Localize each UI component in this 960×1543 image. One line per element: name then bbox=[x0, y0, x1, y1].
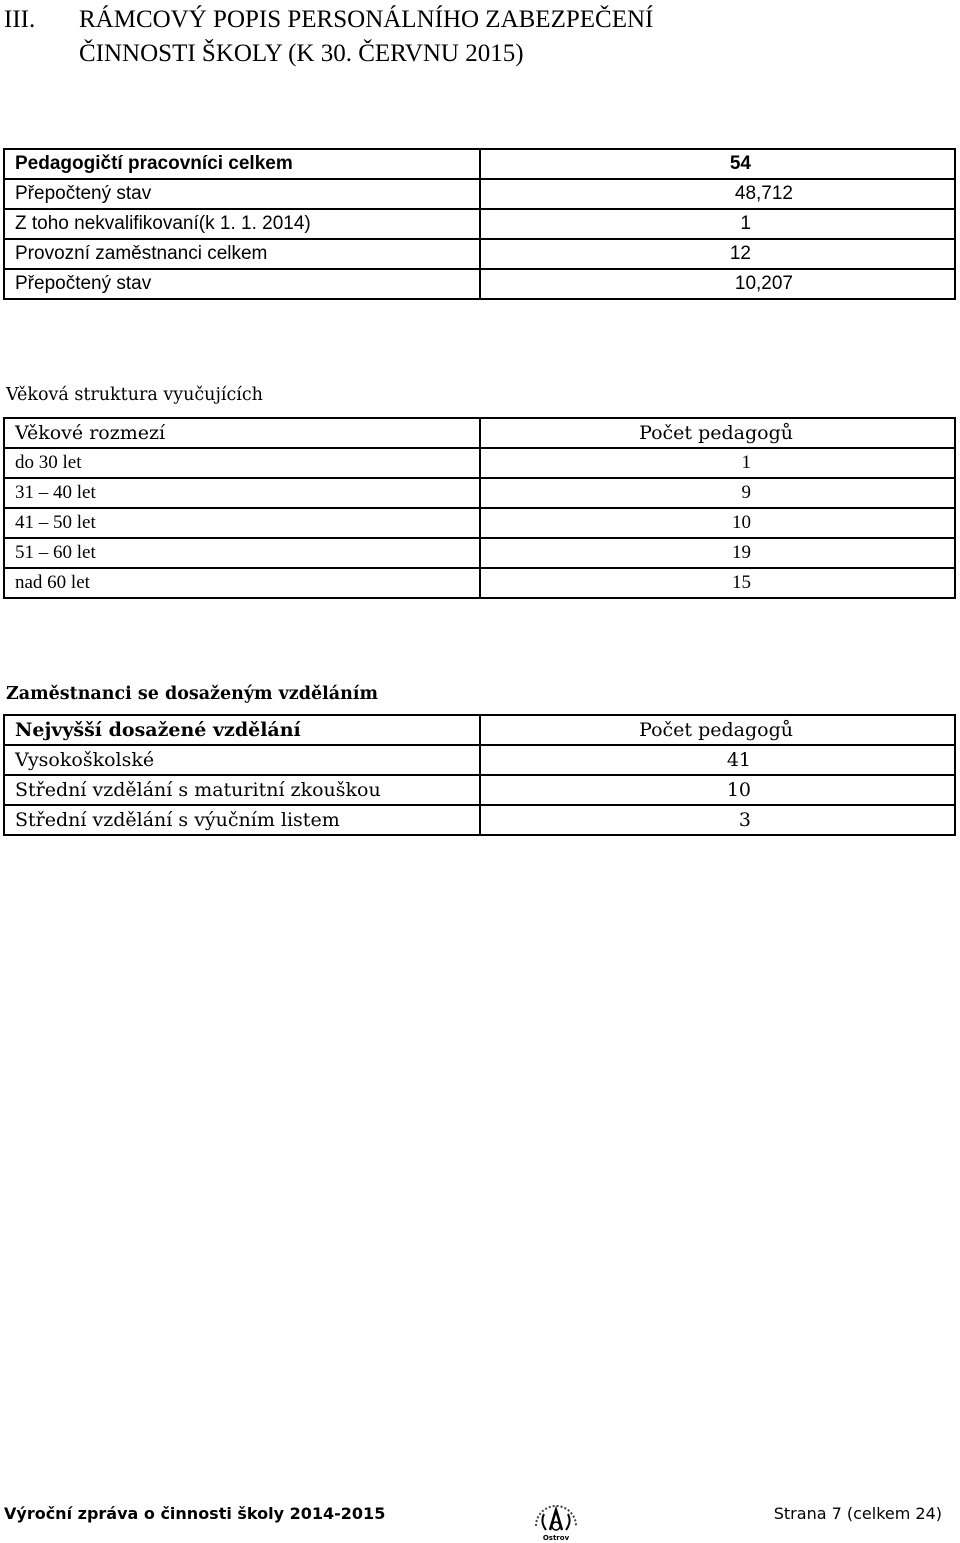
table-header-label: Nejvyšší dosažené vzdělání bbox=[4, 715, 480, 745]
table-row bbox=[4, 179, 955, 209]
table-cell-label: 51 – 60 let bbox=[4, 538, 480, 568]
section-title-line-2: ČINNOSTI ŠKOLY (K 30. ČERVNU 2015) bbox=[79, 40, 524, 67]
cell-value: 12 bbox=[729, 243, 751, 264]
table-cell-label: Pedagogičtí pracovníci celkem bbox=[4, 149, 480, 179]
table-cell-value bbox=[480, 209, 955, 239]
cell-value: 10 bbox=[732, 512, 751, 533]
table-cell-value bbox=[480, 478, 955, 508]
table-cell-label: Střední vzdělání s maturitní zkouškou bbox=[4, 775, 480, 805]
table-cell-value bbox=[480, 448, 955, 478]
table-row bbox=[4, 149, 955, 179]
table-row bbox=[4, 448, 955, 478]
table-cell-value bbox=[480, 149, 955, 179]
header-value: Počet pedagogů bbox=[639, 422, 793, 444]
table-cell-value bbox=[480, 775, 955, 805]
cell-value: 54 bbox=[729, 153, 751, 174]
table-row bbox=[4, 538, 955, 568]
table-cell-value bbox=[480, 805, 955, 835]
table-cell-label: Přepočtený stav bbox=[4, 179, 480, 209]
table-header-value bbox=[480, 418, 955, 448]
table-row bbox=[4, 209, 955, 239]
table-row bbox=[4, 775, 955, 805]
age-structure-table bbox=[3, 417, 956, 599]
table-cell-label: Provozní zaměstnanci celkem bbox=[4, 239, 480, 269]
footer-page-number: Strana 7 (celkem 24) bbox=[773, 1504, 942, 1523]
table-cell-value bbox=[480, 179, 955, 209]
table-row bbox=[4, 508, 955, 538]
table-cell-label: Přepočtený stav bbox=[4, 269, 480, 299]
age-structure-caption: Věková struktura vyučujících bbox=[6, 385, 263, 405]
table-row bbox=[4, 745, 955, 775]
table-row bbox=[4, 805, 955, 835]
education-caption: Zaměstnanci se dosaženým vzděláním bbox=[6, 684, 378, 704]
table-cell-label: Střední vzdělání s výučním listem bbox=[4, 805, 480, 835]
school-logo-icon bbox=[530, 1496, 582, 1542]
staff-summary-table bbox=[3, 148, 956, 300]
logo-text: Ostrov bbox=[542, 1534, 570, 1542]
cell-value: 15 bbox=[732, 572, 751, 593]
table-cell-label: do 30 let bbox=[4, 448, 480, 478]
education-table bbox=[3, 714, 956, 836]
cell-value: 1 bbox=[741, 452, 751, 473]
table-cell-label: 31 – 40 let bbox=[4, 478, 480, 508]
footer-report-title: Výroční zpráva o činnosti školy 2014-2015 bbox=[4, 1504, 386, 1523]
cell-value: 1 bbox=[740, 213, 751, 234]
table-cell-label: nad 60 let bbox=[4, 568, 480, 598]
table-cell-label: 41 – 50 let bbox=[4, 508, 480, 538]
section-number: III. bbox=[4, 6, 36, 33]
table-cell-label: Vysokoškolské bbox=[4, 745, 480, 775]
table-row bbox=[4, 568, 955, 598]
section-title-line-1: RÁMCOVÝ POPIS PERSONÁLNÍHO ZABEZPEČENÍ bbox=[79, 6, 654, 33]
table-cell-value bbox=[480, 745, 955, 775]
table-header-row bbox=[4, 418, 955, 448]
cell-value: 10,207 bbox=[734, 273, 793, 294]
table-header-row bbox=[4, 715, 955, 745]
table-cell-value bbox=[480, 508, 955, 538]
table-row bbox=[4, 269, 955, 299]
cell-value: 10 bbox=[726, 779, 751, 801]
table-cell-value bbox=[480, 568, 955, 598]
table-header-value bbox=[480, 715, 955, 745]
table-row bbox=[4, 239, 955, 269]
page-footer bbox=[0, 1496, 960, 1542]
cell-value: 9 bbox=[741, 482, 751, 503]
table-cell-value bbox=[480, 538, 955, 568]
header-value: Počet pedagogů bbox=[639, 719, 793, 741]
table-cell-label: Z toho nekvalifikovaní(k 1. 1. 2014) bbox=[4, 209, 480, 239]
table-cell-value bbox=[480, 269, 955, 299]
cell-value: 3 bbox=[738, 809, 751, 831]
cell-value: 48,712 bbox=[734, 183, 793, 204]
cell-value: 19 bbox=[732, 542, 751, 563]
table-cell-value bbox=[480, 239, 955, 269]
section-title bbox=[79, 3, 939, 71]
cell-value: 41 bbox=[726, 749, 751, 771]
table-row bbox=[4, 478, 955, 508]
table-header-label: Věkové rozmezí bbox=[4, 418, 480, 448]
